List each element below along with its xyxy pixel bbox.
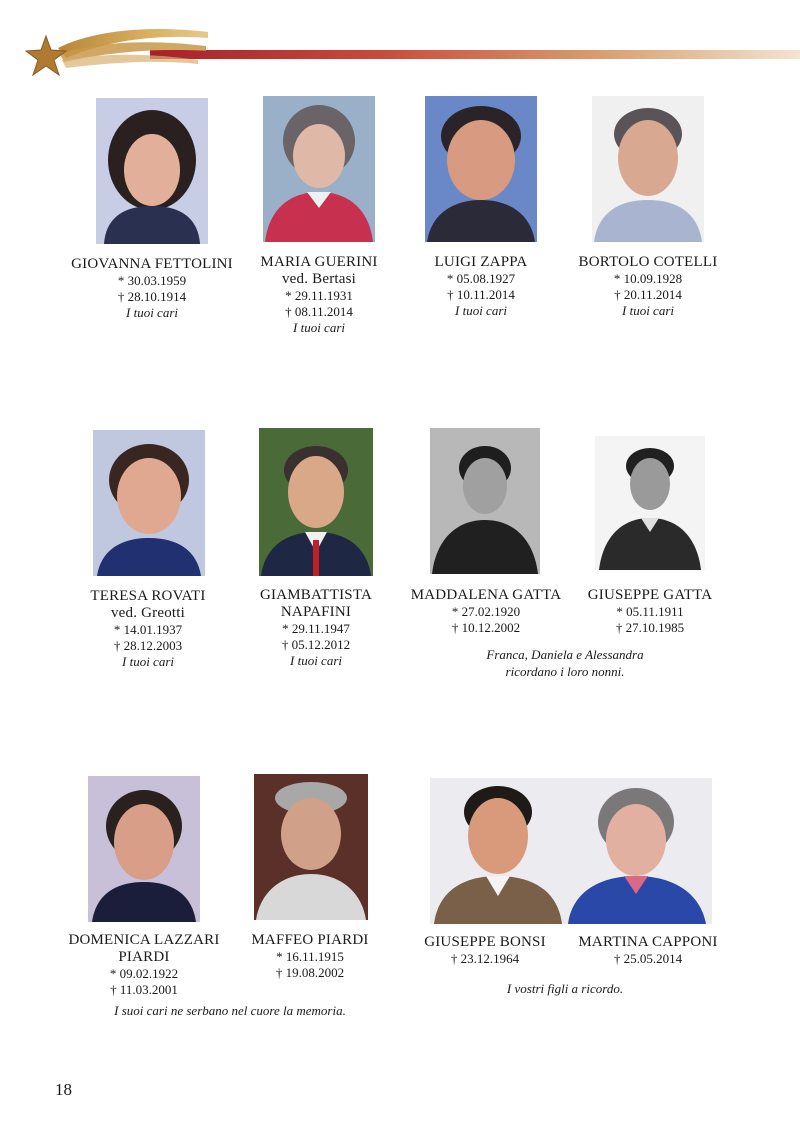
person-subtitle: ved. Bertasi (281, 271, 357, 287)
birth-date: * 29.11.1947 (282, 621, 350, 636)
dedication: I tuoi cari (622, 303, 674, 318)
person-name-line2: PIARDI (118, 949, 170, 965)
page-number: 18 (55, 1080, 72, 1099)
birth-date: * 05.08.1927 (446, 271, 516, 286)
family-dedication (90, 1002, 370, 1019)
dedication-line: I vostri figli a ricordo. (506, 981, 624, 996)
person-caption (396, 587, 576, 636)
person-caption (58, 588, 238, 670)
portrait-photo (93, 430, 205, 576)
portrait-photo (592, 96, 704, 242)
person-caption (229, 254, 409, 336)
birth-date: * 30.03.1959 (117, 273, 187, 288)
portrait-photo (263, 96, 375, 242)
person-name-line2: NAPAFINI (280, 604, 352, 620)
family-dedication (420, 980, 710, 997)
birth-date: * 29.11.1931 (285, 288, 353, 303)
person-name: LUIGI ZAPPA (434, 254, 528, 270)
person-name: GIOVANNA FETTOLINI (71, 256, 233, 272)
dedication: I tuoi cari (293, 320, 345, 335)
dedication-line: Franca, Daniela e Alessandra (486, 647, 644, 662)
person-name: DOMENICA LAZZARI (68, 932, 220, 948)
death-date: † 10.12.2002 (451, 620, 521, 635)
family-dedication (420, 646, 710, 680)
person-name: GIAMBATTISTA (259, 587, 373, 603)
person-name: BORTOLO COTELLI (578, 254, 718, 270)
birth-date: * 27.02.1920 (451, 604, 521, 619)
person-caption (62, 256, 242, 321)
person-caption (558, 254, 738, 319)
birth-date: * 05.11.1911 (616, 604, 684, 619)
person-name: MARTINA CAPPONI (578, 934, 718, 950)
dedication-line: ricordano i loro nonni. (505, 664, 625, 679)
person-name: MARIA GUERINI (260, 254, 378, 270)
person-caption (220, 932, 400, 981)
death-date: † 20.11.2014 (614, 287, 682, 302)
person-caption (54, 932, 234, 998)
death-date: † 05.12.2012 (281, 637, 351, 652)
death-date: † 25.05.2014 (613, 951, 683, 966)
person-name: GIUSEPPE BONSI (424, 934, 546, 950)
header-band (150, 50, 800, 59)
dedication: I tuoi cari (455, 303, 507, 318)
person-caption (391, 254, 571, 319)
death-date: † 10.11.2014 (447, 287, 515, 302)
death-date: † 23.12.1964 (450, 951, 520, 966)
portrait-photo (595, 436, 705, 570)
person-name: MAFFEO PIARDI (251, 932, 369, 948)
death-date: † 08.11.2014 (285, 304, 353, 319)
person-name: TERESA ROVATI (90, 588, 206, 604)
shooting-star-icon (18, 18, 218, 88)
dedication-line: I suoi cari ne serbano nel cuore la memoria. (114, 1003, 346, 1018)
person-caption (395, 934, 575, 967)
portrait-photo (96, 98, 208, 244)
person-caption (226, 587, 406, 669)
portrait-photo (259, 428, 373, 576)
person-name: GIUSEPPE GATTA (587, 587, 713, 603)
birth-date: * 16.11.1915 (276, 949, 344, 964)
death-date: † 28.12.2003 (113, 638, 183, 653)
birth-date: * 09.02.1922 (109, 966, 179, 981)
dedication: I tuoi cari (290, 653, 342, 668)
portrait-photo (88, 776, 200, 922)
portrait-photo (430, 428, 540, 574)
death-date: † 27.10.1985 (615, 620, 685, 635)
person-name: MADDALENA GATTA (410, 587, 562, 603)
portrait-photo (254, 774, 368, 920)
death-date: † 19.08.2002 (275, 965, 345, 980)
person-caption (560, 587, 740, 636)
dedication: I tuoi cari (122, 654, 174, 669)
death-date: † 28.10.1914 (117, 289, 187, 304)
portrait-photo (430, 778, 712, 924)
person-caption (558, 934, 738, 967)
portrait-photo (425, 96, 537, 242)
person-subtitle: ved. Greotti (110, 605, 186, 621)
birth-date: * 14.01.1937 (113, 622, 183, 637)
death-date: † 11.03.2001 (110, 982, 178, 997)
birth-date: * 10.09.1928 (613, 271, 683, 286)
dedication: I tuoi cari (126, 305, 178, 320)
